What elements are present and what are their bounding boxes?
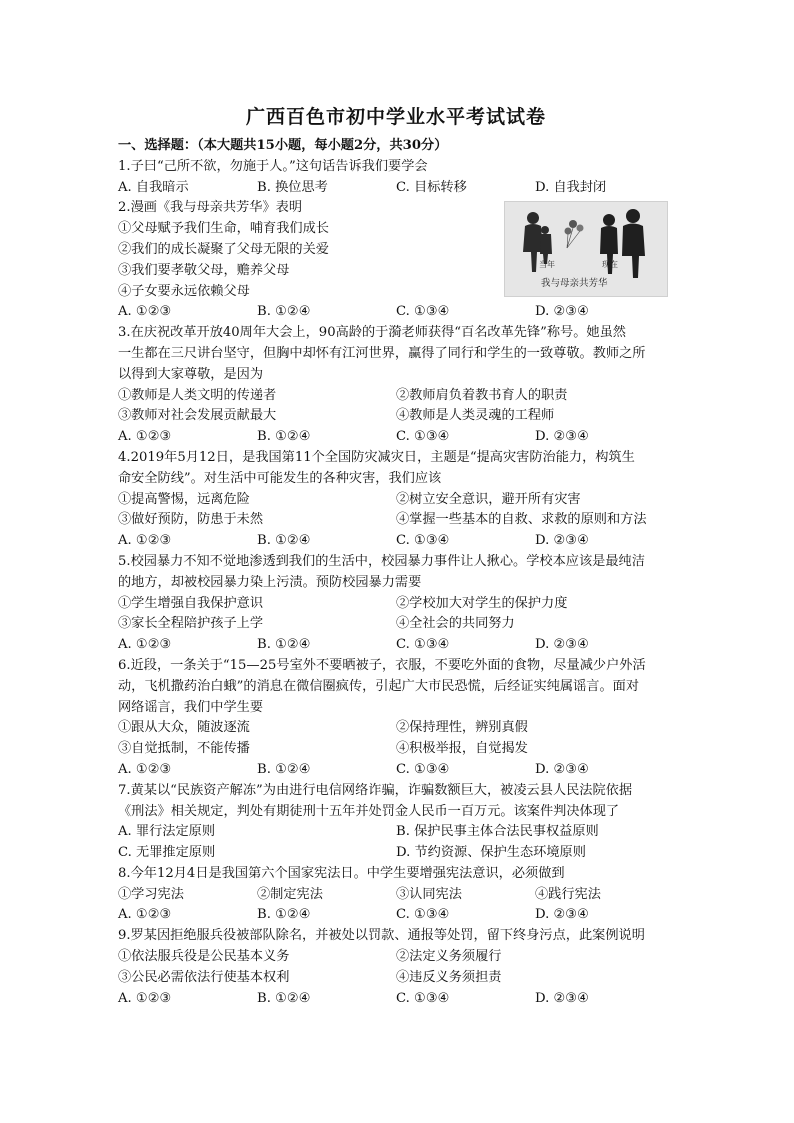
q6-item-4: ④积极举报，自觉揭发 [396,741,528,757]
q8-item-2: ②制定宪法 [257,886,323,902]
q9-item-1: ①依法服兵役是公民基本义务 [118,949,290,965]
q4-item-1: ①提高警惕，远离危险 [118,491,250,507]
q5-item-3: ③家长全程陪护孩子上学 [118,616,264,632]
q1-option-a: A. 自我暗示 [118,179,189,195]
q4-items-row-1 [118,490,674,511]
q9-items-row-1 [118,947,674,968]
q6-items-row-2 [118,739,674,760]
q3-item-3: ③教师对社会发展贡献最大 [118,408,277,424]
q8-item-1: ①学习宪法 [118,886,184,902]
q8-item-3: ③认同宪法 [396,886,462,902]
q2-block [118,198,674,302]
q3-stem-line-1: 3.在庆祝改革开放40周年大会上，90高龄的于漪老师获得“百名改革先锋”称号。她虽然 [118,325,626,341]
q9-item-3: ③公民必需依法行使基本权利 [118,969,290,985]
q9-option-a: A. ①②③ [118,990,172,1006]
q5-option-d: D. ②③④ [535,637,589,653]
q6-stem-line-2: 动，飞机撒药治白蛾”的消息在微信圈疯传，引起广大市民恐慌，后经证实纯属谣言。面对 [118,678,640,694]
q2-option-d: D. ②③④ [535,304,589,320]
q3-item-1: ①教师是人类文明的传递者 [118,387,277,403]
q5-item-1: ①学生增强自我保护意识 [118,595,264,611]
q9-options [118,989,674,1010]
q6-options [118,760,674,781]
q7-option-d: D. 节约资源、保护生态环境原则 [396,845,586,861]
q4-items-row-2 [118,510,674,531]
q3-items-row-1 [118,386,674,407]
q3-option-a: A. ①②③ [118,429,172,445]
q4-option-b: B. ①②④ [257,533,311,549]
q9-option-d: D. ②③④ [535,990,589,1006]
q3-items-row-2 [118,406,674,427]
q4-option-d: D. ②③④ [535,533,589,549]
q8-items [118,885,674,906]
q6-option-b: B. ①②④ [257,761,311,777]
q9-option-b: B. ①②④ [257,990,311,1006]
cartoon-image [504,201,668,297]
q2-item-4: ④子女要永远依赖父母 [118,283,250,299]
q7-stem-line-1: 7.黄某以“民族资产解冻”为由进行电信网络诈骗，诈骗数额巨大，被凌云县人民法院依据 [118,782,632,798]
q2-item-1: ①父母赋予我们生命，哺育我们成长 [118,221,329,237]
q7-option-c: C. 无罪推定原则 [118,845,216,861]
q7-option-b: B. 保护民事主体合法民事权益原则 [396,824,599,840]
q8-stem: 8.今年12月4日是我国第六个国家宪法日。中学生要增强宪法意识，必须做到 [118,865,565,881]
q3-stem-line-2: 一生都在三尺讲台坚守，但胸中却怀有江河世界，赢得了同行和学生的一致尊敬。教师之所 [118,345,646,361]
q6-item-2: ②保持理性，辨别真假 [396,720,528,736]
q1-options [118,178,674,199]
q5-option-b: B. ①②④ [257,637,311,653]
q5-items-row-2 [118,614,674,635]
q9-stem: 9.罗某因拒绝服兵役被部队除名，并被处以罚款、通报等处罚，留下终身污点，此案例说明 [118,928,645,944]
q4-stem-line-2: 命安全防线”。对生活中可能发生的各种灾害，我们应该 [118,470,442,486]
q5-options [118,635,674,656]
q4-options [118,531,674,552]
q6-option-d: D. ②③④ [535,761,589,777]
q1-stem: 1.子曰“己所不欲，勿施于人。”这句话告诉我们要学会 [118,158,428,174]
q6-stem-line-3: 网络谣言，我们中学生要 [118,699,264,715]
q3-item-4: ④教师是人类灵魂的工程师 [396,408,555,424]
q4-item-3: ③做好预防，防患于未然 [118,512,264,528]
q8-option-d: D. ②③④ [535,907,589,923]
q4-item-2: ②树立安全意识，避开所有灾害 [396,491,581,507]
q7-stem-line-2: 《刑法》相关规定，判处有期徒刑十五年并处罚金人民币一百万元。该案件判决体现了 [118,803,620,819]
caption-right: 现在 [602,260,618,270]
q7-options-row-2 [118,843,674,864]
q3-option-c: C. ①③④ [396,429,450,445]
q6-item-1: ①跟从大众，随波逐流 [118,720,250,736]
q1-option-c: C. 目标转移 [396,179,467,195]
q5-stem-line-1: 5.校园暴力不知不觉地渗透到我们的生活中，校园暴力事件让人揪心。学校本应该是最纯洁 [118,553,645,569]
q8-option-b: B. ①②④ [257,907,311,923]
q3-stem-line-3: 以得到大家尊敬，是因为 [118,366,264,382]
q1-option-b: B. 换位思考 [257,179,328,195]
exam-page [118,104,674,1009]
q2-option-b: B. ①②④ [257,304,311,320]
q3-option-b: B. ①②④ [257,429,311,445]
q9-item-4: ④违反义务须担责 [396,969,502,985]
q2-item-3: ③我们要孝敬父母，赡养父母 [118,262,290,278]
q3-item-2: ②教师肩负着教书育人的职责 [396,387,568,403]
q6-stem-line-1: 6.近段，一条关于“15—25号室外不要晒被子，衣服，不要吃外面的食物，尽量减少户外活 [118,657,646,673]
q8-options [118,905,674,926]
q6-items-row-1 [118,718,674,739]
q9-items-row-2 [118,968,674,989]
q5-stem-line-2: 的地方，却被校园暴力染上污渍。预防校园暴力需要 [118,574,422,590]
q2-item-2: ②我们的成长凝聚了父母无限的关爱 [118,241,329,257]
q9-item-2: ②法定义务须履行 [396,949,502,965]
q4-item-4: ④掌握一些基本的自救、求救的原则和方法 [396,512,647,528]
q4-stem-line-1: 4.2019年5月12日，是我国第11个全国防灾减灾日，主题是“提高灾害防治能力，构筑生 [118,449,635,465]
q8-option-a: A. ①②③ [118,907,172,923]
q5-option-a: A. ①②③ [118,637,172,653]
q3-option-d: D. ②③④ [535,429,589,445]
q3-options [118,427,674,448]
q5-items-row-1 [118,594,674,615]
q7-options-row-1 [118,822,674,843]
q4-option-c: C. ①③④ [396,533,450,549]
q2-options [118,302,674,323]
q4-option-a: A. ①②③ [118,533,172,549]
q8-option-c: C. ①③④ [396,907,450,923]
q5-item-4: ④全社会的共同努力 [396,616,515,632]
q1-option-d: D. 自我封闭 [535,179,607,195]
q6-item-3: ③自觉抵制，不能传播 [118,741,250,757]
caption-left: 当年 [539,260,555,270]
q2-option-c: C. ①③④ [396,304,450,320]
exam-title: 广西百色市初中学业水平考试试卷 [245,106,546,128]
q2-stem: 2.漫画《我与母亲共芳华》表明 [118,200,303,216]
q6-option-a: A. ①②③ [118,761,172,777]
q5-item-2: ②学校加大对学生的保护力度 [396,595,568,611]
q2-option-a: A. ①②③ [118,304,172,320]
q9-option-c: C. ①③④ [396,990,450,1006]
q7-option-a: A. 罪行法定原则 [118,824,216,840]
q6-option-c: C. ①③④ [396,761,450,777]
q8-item-4: ④践行宪法 [535,886,601,902]
section-heading: 一、选择题：（本大题共15小题，每小题2分，共30分） [118,138,448,153]
q5-option-c: C. ①③④ [396,637,450,653]
caption-bottom: 我与母亲共芳华 [541,278,608,290]
